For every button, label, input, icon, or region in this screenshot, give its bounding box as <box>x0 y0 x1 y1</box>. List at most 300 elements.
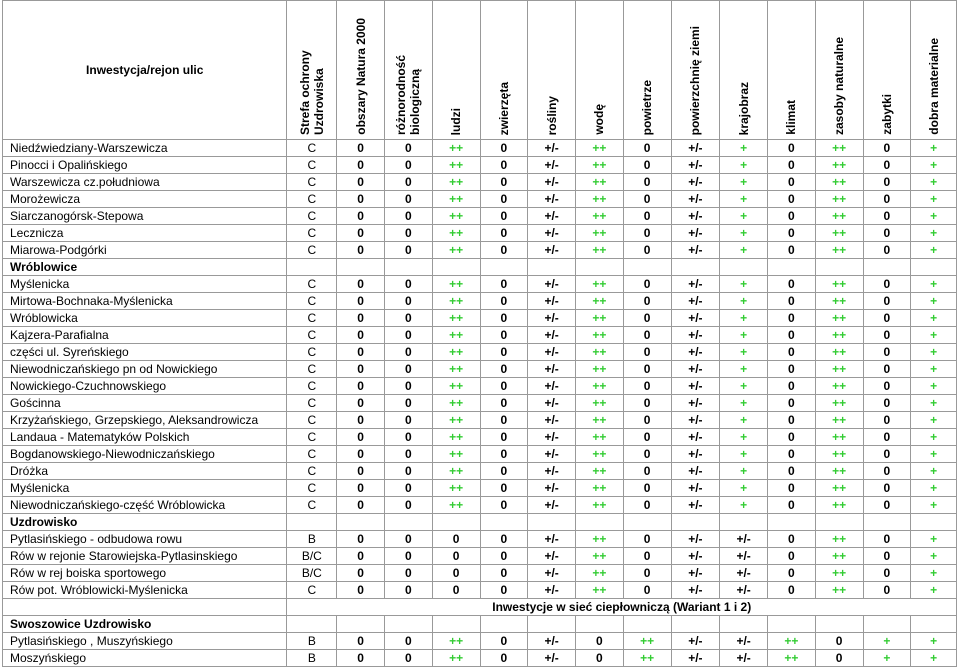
impact-cell: + <box>911 293 957 310</box>
empty-cell <box>576 514 624 531</box>
row-label: Pytlasińskiego , Muszyńskiego <box>3 633 287 650</box>
impact-cell: +/- <box>528 174 576 191</box>
impact-cell: 0 <box>337 531 385 548</box>
empty-cell <box>337 259 385 276</box>
impact-cell: ++ <box>432 650 480 667</box>
impact-cell: 0 <box>480 531 528 548</box>
impact-cell: 0 <box>337 225 385 242</box>
impact-cell: + <box>720 327 768 344</box>
impact-cell: 0 <box>337 633 385 650</box>
impact-cell: 0 <box>480 378 528 395</box>
impact-cell: +/- <box>528 446 576 463</box>
impact-cell: + <box>720 446 768 463</box>
table-row <box>3 395 957 412</box>
empty-cell <box>671 259 720 276</box>
row-label: Rów pot. Wróblowicki-Myślenicka <box>3 582 287 599</box>
impact-cell: 0 <box>623 327 671 344</box>
impact-cell: 0 <box>385 276 433 293</box>
impact-cell: 0 <box>768 378 816 395</box>
row-label: części ul. Syreńskiego <box>3 344 287 361</box>
impact-cell: ++ <box>576 378 624 395</box>
impact-cell: ++ <box>815 361 863 378</box>
impact-cell: 0 <box>623 582 671 599</box>
impact-cell: 0 <box>337 208 385 225</box>
impact-cell: ++ <box>815 225 863 242</box>
impact-cell: +/- <box>720 650 768 667</box>
row-label: Mirtowa-Bochnaka-Myślenicka <box>3 293 287 310</box>
table-row <box>3 344 957 361</box>
impact-cell: 0 <box>337 140 385 157</box>
impact-cell: 0 <box>623 208 671 225</box>
impact-cell: 0 <box>768 361 816 378</box>
impact-cell: C <box>287 310 337 327</box>
row-label: Pytlasińskiego - odbudowa rowu <box>3 531 287 548</box>
impact-cell: 0 <box>768 395 816 412</box>
impact-cell: ++ <box>815 548 863 565</box>
impact-cell: + <box>720 497 768 514</box>
impact-cell: +/- <box>671 174 720 191</box>
impact-cell: C <box>287 446 337 463</box>
impact-cell: 0 <box>768 480 816 497</box>
impact-cell: 0 <box>768 225 816 242</box>
impact-cell: 0 <box>623 429 671 446</box>
impact-cell: + <box>720 174 768 191</box>
impact-cell: ++ <box>815 293 863 310</box>
impact-cell: +/- <box>671 633 720 650</box>
impact-cell: ++ <box>576 582 624 599</box>
impact-cell: 0 <box>623 446 671 463</box>
impact-cell: +/- <box>671 276 720 293</box>
impact-cell: ++ <box>576 429 624 446</box>
impact-cell: 0 <box>385 191 433 208</box>
row-label: Morożewicza <box>3 191 287 208</box>
impact-cell: +/- <box>671 548 720 565</box>
impact-cell: +/- <box>528 395 576 412</box>
impact-cell: + <box>911 633 957 650</box>
table-row <box>3 497 957 514</box>
row-label: Bogdanowskiego-Niewodniczańskiego <box>3 446 287 463</box>
impact-cell: 0 <box>863 378 911 395</box>
empty-cell <box>528 514 576 531</box>
impact-cell: 0 <box>576 650 624 667</box>
impact-cell: 0 <box>480 446 528 463</box>
impact-cell: +/- <box>671 463 720 480</box>
impact-cell: ++ <box>576 565 624 582</box>
impact-cell: +/- <box>720 531 768 548</box>
impact-cell: +/- <box>671 480 720 497</box>
impact-cell: ++ <box>576 395 624 412</box>
impact-cell: 0 <box>480 242 528 259</box>
impact-cell: ++ <box>576 140 624 157</box>
impact-cell: C <box>287 395 337 412</box>
impact-cell: + <box>720 395 768 412</box>
impact-cell: 0 <box>623 395 671 412</box>
empty-cell <box>337 514 385 531</box>
impact-cell: 0 <box>337 565 385 582</box>
impact-cell: C <box>287 276 337 293</box>
row-label: Niedźwiedziany-Warszewicza <box>3 140 287 157</box>
impact-cell: 0 <box>385 531 433 548</box>
impact-cell: 0 <box>337 276 385 293</box>
impact-cell: 0 <box>337 463 385 480</box>
impact-cell: ++ <box>576 174 624 191</box>
impact-cell: 0 <box>768 548 816 565</box>
impact-cell: 0 <box>337 429 385 446</box>
impact-cell: C <box>287 242 337 259</box>
header-investment: Inwestycja/rejon ulic <box>3 1 287 140</box>
impact-cell: ++ <box>815 480 863 497</box>
impact-cell: ++ <box>432 446 480 463</box>
row-label: Warszewicza cz.południowa <box>3 174 287 191</box>
row-label: Rów w rejonie Starowiejska-Pytlasinskiego <box>3 548 287 565</box>
impact-cell: ++ <box>623 633 671 650</box>
impact-cell: ++ <box>576 497 624 514</box>
table-row <box>3 480 957 497</box>
impact-cell: +/- <box>671 157 720 174</box>
impact-cell: 0 <box>385 225 433 242</box>
table-row <box>3 310 957 327</box>
impact-cell: 0 <box>623 225 671 242</box>
impact-cell: 0 <box>480 208 528 225</box>
impact-cell: 0 <box>480 497 528 514</box>
impact-cell: +/- <box>671 446 720 463</box>
impact-cell: ++ <box>815 208 863 225</box>
impact-cell: ++ <box>432 327 480 344</box>
impact-cell: 0 <box>768 276 816 293</box>
impact-cell: ++ <box>576 310 624 327</box>
impact-cell: C <box>287 208 337 225</box>
table-row <box>3 633 957 650</box>
impact-cell: ++ <box>576 327 624 344</box>
empty-cell <box>385 616 433 633</box>
impact-cell: + <box>911 378 957 395</box>
impact-cell: 0 <box>432 548 480 565</box>
impact-cell: ++ <box>576 242 624 259</box>
empty-cell <box>576 616 624 633</box>
impact-cell: 0 <box>815 650 863 667</box>
impact-cell: C <box>287 378 337 395</box>
impact-cell: + <box>911 242 957 259</box>
impact-cell: 0 <box>385 310 433 327</box>
impact-cell: ++ <box>576 191 624 208</box>
table-row <box>3 276 957 293</box>
impact-cell: +/- <box>671 412 720 429</box>
table-row <box>3 208 957 225</box>
impact-cell: 0 <box>385 650 433 667</box>
impact-cell: ++ <box>576 208 624 225</box>
impact-cell: + <box>911 191 957 208</box>
impact-cell: +/- <box>671 191 720 208</box>
empty-cell <box>287 616 337 633</box>
impact-cell: + <box>720 378 768 395</box>
row-label: Rów w rej boiska sportowego <box>3 565 287 582</box>
empty-cell <box>671 514 720 531</box>
table-row <box>3 531 957 548</box>
impact-cell: ++ <box>815 378 863 395</box>
empty-cell <box>623 616 671 633</box>
impact-cell: +/- <box>528 140 576 157</box>
impact-cell: 0 <box>385 378 433 395</box>
impact-cell: +/- <box>528 531 576 548</box>
empty-cell <box>911 259 957 276</box>
impact-cell: ++ <box>576 157 624 174</box>
impact-cell: 0 <box>385 548 433 565</box>
empty-cell <box>623 259 671 276</box>
impact-cell: ++ <box>576 412 624 429</box>
empty-cell <box>480 514 528 531</box>
impact-cell: 0 <box>815 633 863 650</box>
header-material-goods: dobra materialne <box>911 1 957 140</box>
impact-cell: C <box>287 582 337 599</box>
row-label: Landaua - Matematyków Polskich <box>3 429 287 446</box>
empty-cell <box>911 514 957 531</box>
impact-cell: ++ <box>576 344 624 361</box>
impact-cell: ++ <box>815 446 863 463</box>
empty-cell <box>287 514 337 531</box>
impact-cell: 0 <box>623 497 671 514</box>
impact-cell: 0 <box>863 565 911 582</box>
impact-cell: B <box>287 650 337 667</box>
impact-cell: 0 <box>863 429 911 446</box>
impact-cell: B <box>287 531 337 548</box>
impact-cell: +/- <box>671 327 720 344</box>
impact-cell: 0 <box>337 174 385 191</box>
impact-cell: + <box>911 565 957 582</box>
impact-cell: + <box>911 140 957 157</box>
impact-cell: +/- <box>671 565 720 582</box>
impact-cell: + <box>720 429 768 446</box>
impact-cell: ++ <box>576 276 624 293</box>
impact-cell: +/- <box>528 208 576 225</box>
impact-cell: 0 <box>623 140 671 157</box>
impact-cell: + <box>720 480 768 497</box>
section-title: Wróblowice <box>3 259 287 276</box>
empty-cell <box>768 514 816 531</box>
impact-cell: ++ <box>815 242 863 259</box>
impact-cell: 0 <box>385 242 433 259</box>
impact-cell: 0 <box>768 191 816 208</box>
impact-cell: C <box>287 463 337 480</box>
impact-cell: C <box>287 174 337 191</box>
header-people: ludzi <box>432 1 480 140</box>
impact-cell: ++ <box>768 650 816 667</box>
impact-cell: + <box>911 157 957 174</box>
impact-cell: 0 <box>863 140 911 157</box>
impact-cell: ++ <box>576 361 624 378</box>
impact-cell: 0 <box>863 174 911 191</box>
impact-cell: 0 <box>480 157 528 174</box>
impact-cell: 0 <box>337 157 385 174</box>
impact-cell: + <box>720 157 768 174</box>
impact-cell: ++ <box>432 633 480 650</box>
impact-cell: + <box>911 361 957 378</box>
impact-cell: + <box>911 650 957 667</box>
impact-cell: 0 <box>863 446 911 463</box>
empty-cell <box>815 616 863 633</box>
impact-cell: 0 <box>768 327 816 344</box>
impact-cell: + <box>911 531 957 548</box>
impact-cell: + <box>911 310 957 327</box>
impact-cell: +/- <box>528 225 576 242</box>
empty-cell <box>385 259 433 276</box>
impact-cell: ++ <box>432 191 480 208</box>
section-title: Uzdrowisko <box>3 514 287 531</box>
impact-cell: +/- <box>671 378 720 395</box>
impact-cell: 0 <box>385 344 433 361</box>
impact-cell: C <box>287 191 337 208</box>
row-label: Siarczanogórsk-Stepowa <box>3 208 287 225</box>
impact-cell: 0 <box>480 293 528 310</box>
impact-cell: 0 <box>385 361 433 378</box>
impact-cell: 0 <box>337 293 385 310</box>
impact-cell: 0 <box>863 191 911 208</box>
impact-cell: 0 <box>768 531 816 548</box>
impact-cell: + <box>720 225 768 242</box>
impact-cell: C <box>287 480 337 497</box>
table-row <box>3 327 957 344</box>
impact-cell: C <box>287 344 337 361</box>
impact-cell: +/- <box>671 497 720 514</box>
impact-cell: +/- <box>528 310 576 327</box>
impact-cell: +/- <box>528 242 576 259</box>
impact-cell: 0 <box>768 565 816 582</box>
impact-cell: ++ <box>576 531 624 548</box>
impact-cell: 0 <box>480 429 528 446</box>
row-label: Myślenicka <box>3 480 287 497</box>
impact-cell: +/- <box>671 310 720 327</box>
impact-cell: 0 <box>623 548 671 565</box>
impact-cell: ++ <box>432 463 480 480</box>
impact-cell: ++ <box>815 344 863 361</box>
impact-cell: +/- <box>528 548 576 565</box>
impact-cell: 0 <box>385 582 433 599</box>
impact-cell: +/- <box>528 565 576 582</box>
empty-cell <box>3 599 287 616</box>
impact-cell: ++ <box>576 463 624 480</box>
impact-cell: 0 <box>480 310 528 327</box>
impact-cell: ++ <box>432 276 480 293</box>
empty-cell <box>863 259 911 276</box>
impact-cell: 0 <box>385 174 433 191</box>
section-row <box>3 616 957 633</box>
impact-cell: ++ <box>432 174 480 191</box>
impact-cell: ++ <box>815 310 863 327</box>
impact-cell: 0 <box>863 157 911 174</box>
table-row <box>3 412 957 429</box>
impact-cell: ++ <box>815 463 863 480</box>
impact-cell: +/- <box>671 208 720 225</box>
header-natural-resources: zasoby naturalne <box>815 1 863 140</box>
impact-cell: 0 <box>432 565 480 582</box>
impact-cell: ++ <box>576 480 624 497</box>
row-label: Niewodniczańskiego pn od Nowickiego <box>3 361 287 378</box>
impact-cell: + <box>720 140 768 157</box>
impact-cell: B/C <box>287 565 337 582</box>
impact-cell: +/- <box>528 344 576 361</box>
impact-cell: 0 <box>768 582 816 599</box>
impact-cell: ++ <box>623 650 671 667</box>
impact-cell: + <box>911 429 957 446</box>
impact-cell: 0 <box>768 208 816 225</box>
impact-cell: ++ <box>576 446 624 463</box>
impact-cell: C <box>287 140 337 157</box>
impact-cell: 0 <box>768 310 816 327</box>
impact-cell: 0 <box>480 191 528 208</box>
impact-cell: +/- <box>528 633 576 650</box>
impact-cell: +/- <box>528 327 576 344</box>
impact-cell: 0 <box>385 140 433 157</box>
impact-cell: +/- <box>671 582 720 599</box>
impact-table <box>2 0 957 667</box>
impact-cell: 0 <box>863 463 911 480</box>
impact-cell: 0 <box>623 344 671 361</box>
impact-cell: 0 <box>337 242 385 259</box>
impact-cell: +/- <box>528 429 576 446</box>
impact-cell: 0 <box>863 327 911 344</box>
impact-cell: 0 <box>863 293 911 310</box>
impact-cell: + <box>911 463 957 480</box>
impact-cell: 0 <box>337 310 385 327</box>
empty-cell <box>623 514 671 531</box>
impact-cell: +/- <box>671 225 720 242</box>
empty-cell <box>863 616 911 633</box>
impact-cell: 0 <box>385 497 433 514</box>
section-row <box>3 259 957 276</box>
table-row <box>3 191 957 208</box>
impact-cell: ++ <box>815 140 863 157</box>
header-monuments: zabytki <box>863 1 911 140</box>
impact-cell: 0 <box>623 378 671 395</box>
impact-cell: ++ <box>432 208 480 225</box>
impact-cell: 0 <box>480 344 528 361</box>
impact-cell: ++ <box>815 395 863 412</box>
impact-cell: 0 <box>768 344 816 361</box>
impact-cell: 0 <box>768 429 816 446</box>
impact-cell: + <box>720 191 768 208</box>
impact-cell: 0 <box>432 582 480 599</box>
impact-cell: 0 <box>623 174 671 191</box>
impact-cell: 0 <box>863 225 911 242</box>
row-label: Myślenicka <box>3 276 287 293</box>
impact-cell: + <box>911 446 957 463</box>
impact-cell: ++ <box>815 582 863 599</box>
impact-cell: 0 <box>863 412 911 429</box>
impact-cell: 0 <box>480 582 528 599</box>
table-row <box>3 582 957 599</box>
impact-cell: ++ <box>815 191 863 208</box>
impact-cell: 0 <box>623 531 671 548</box>
impact-cell: + <box>720 361 768 378</box>
header-natura: obszary Natura 2000 <box>337 1 385 140</box>
empty-cell <box>287 259 337 276</box>
impact-cell: 0 <box>337 361 385 378</box>
impact-cell: 0 <box>863 582 911 599</box>
row-label: Gościnna <box>3 395 287 412</box>
header-biodiversity: różnorodność biologiczną <box>385 1 433 140</box>
impact-cell: ++ <box>432 378 480 395</box>
impact-cell: 0 <box>385 208 433 225</box>
row-label: Wróblowicka <box>3 310 287 327</box>
impact-cell: 0 <box>623 191 671 208</box>
impact-cell: 0 <box>385 446 433 463</box>
header-air: powietrze <box>623 1 671 140</box>
impact-cell: 0 <box>863 208 911 225</box>
row-label: Nowickiego-Czuchnowskiego <box>3 378 287 395</box>
impact-cell: ++ <box>768 633 816 650</box>
empty-cell <box>815 514 863 531</box>
impact-cell: ++ <box>432 412 480 429</box>
impact-cell: 0 <box>385 327 433 344</box>
